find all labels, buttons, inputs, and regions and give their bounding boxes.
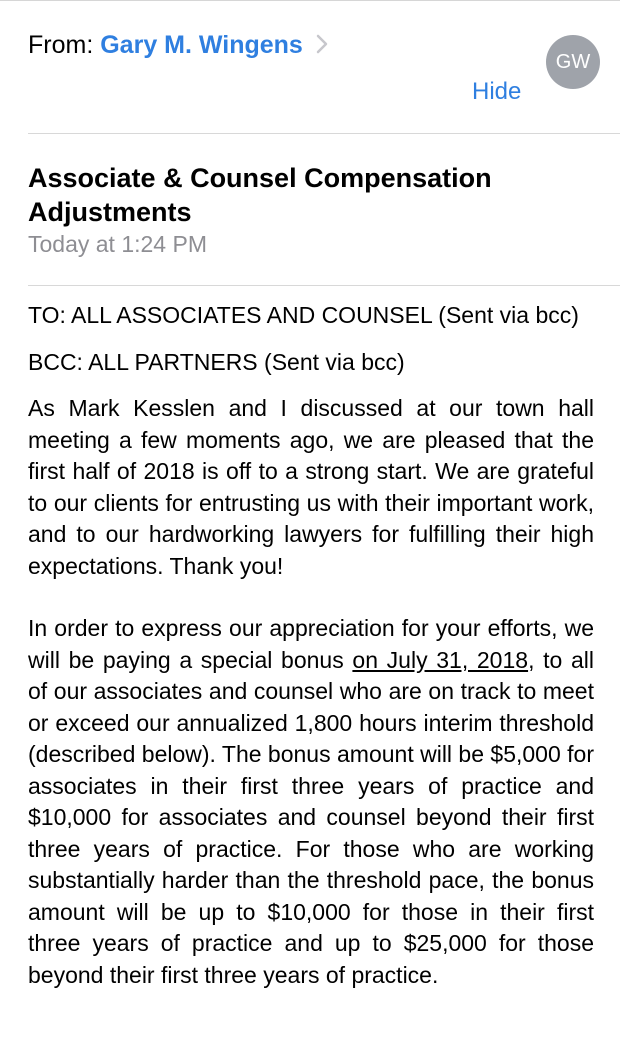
body-paragraph-1: As Mark Kesslen and I discussed at our town hall meeting a few moments ago, we are pleased that the first half of 2018 is off to a strong start. We are grateful to our clients for entrusting us with their important work, and to our hardworking lawyers for fulfilling their high expectations. Thank you! [28,395,594,579]
subject-line-2: Adjustments [28,197,192,227]
paragraph-2-rest: , to all of our associates and counsel who are on track to meet or exceed our annualized 1,800 hours interim threshold (described below). The bonus amount will be $5,000 for associates in their first three years of practice and $10,000 for associates and counsel beyond their first three years of practice. For those who are working substantially harder than the threshold pace, the bonus amount will be up to $10,000 for those in their first three years of practice and up to $25,000 for those beyond their first three years of practice. [28,646,594,988]
from-row [28,28,328,63]
bcc-line: BCC: ALL PARTNERS (Sent via bcc) [28,348,405,375]
subject-divider [28,285,620,286]
to-line: TO: ALL ASSOCIATES AND COUNSEL (Sent via bcc) [28,302,579,328]
bonus-date: on July 31, 2018 [352,646,529,673]
avatar[interactable]: GW [546,35,600,89]
subject [28,161,588,229]
subject-line-1: Associate & Counsel Compensation [28,163,492,193]
hide-details-link[interactable]: Hide [472,78,522,105]
timestamp: Today at 1:24 PM [28,231,207,257]
chevron-right-icon[interactable] [316,29,328,63]
body-paragraph-2 [28,613,594,991]
from-label: From: [28,31,94,59]
header-divider [28,133,620,134]
sender-name-link[interactable]: Gary M. Wingens [100,31,303,59]
message-body [28,300,594,991]
paragraph-2-start: In order to express our appreciation for your efforts, we will be paying a special bonus [28,615,594,673]
top-divider [0,0,620,1]
